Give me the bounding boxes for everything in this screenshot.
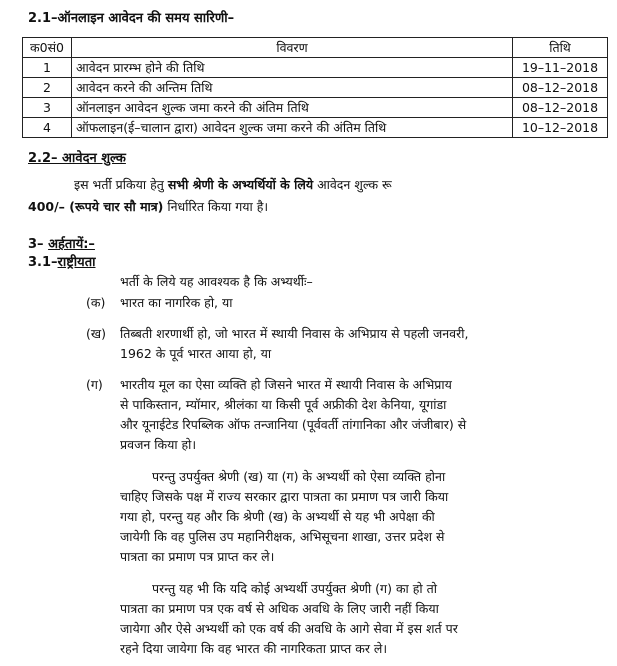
table-row [23,118,608,138]
proviso-1-line-3: गया हो, परन्तु यह और कि श्रेणी (ख) के अभ्यर्थी से यह भी अपेक्षा की [120,509,435,524]
clause-ka-text: भारत का नागरिक हो, या [120,295,233,310]
fee-text-bold: सभी श्रेणी के अभ्यर्थियों के लिये [167,177,314,192]
proviso-1-line-1: परन्तु उपर्युक्त श्रेणी (ख) या (ग) के अभ्यर्थी को ऐसा व्यक्ति होना [152,469,446,484]
schedule-table [22,37,608,138]
clause-kha-label: (ख) [86,326,106,341]
fee-text-post: आवेदन शुल्क रू [313,177,392,192]
row-description: आवेदन प्रारम्भ होने की तिथि [72,58,513,78]
section-3-number: 3– [28,237,49,252]
row-description: आवेदन करने की अन्तिम तिथि [72,78,513,98]
header-description: विवरण [72,38,513,58]
row-date: 10–12–2018 [513,118,608,138]
section-3-title: अर्हतायें:– [48,237,95,252]
table-header-row [23,38,608,58]
section-3-1-title: राष्ट्रीयता [57,255,96,270]
proviso-2-line-3: जायेगा और ऐसे अभ्यर्थी को एक वर्ष की अवधि के आगे सेवा में इस शर्त पर [120,621,458,636]
row-description: ऑनलाइन आवेदन शुल्क जमा करने की अंतिम तिथि [72,98,513,118]
section-3-heading [28,234,95,252]
proviso-1-line-2: चाहिए जिसके पक्ष में राज्य सरकार द्वारा पात्रता का प्रमाण पत्र जारी किया [120,489,449,504]
section-3-1-heading [28,252,96,270]
fee-paragraph-line-1 [74,176,392,194]
header-date: तिथि [513,38,608,58]
table-row [23,78,608,98]
row-date: 08–12–2018 [513,98,608,118]
proviso-2-line-4: रहने दिया जायेगा कि वह भारत की नागरिकता प्राप्त कर ले। [120,641,388,656]
fee-paragraph-line-2 [28,198,268,216]
clause-ga-label: (ग) [86,377,103,392]
row-date: 08–12–2018 [513,78,608,98]
row-serial: 3 [23,98,72,118]
clause-ga-line-4: प्रवजन किया हो। [120,437,197,452]
clause-ga-line-3: और यूनाईटेड रिपब्लिक ऑफ तन्जानिया (पूर्ववर्ती तांगानिका और जंजीबार) से [120,417,467,432]
row-serial: 4 [23,118,72,138]
clause-ka-label: (क) [86,295,106,310]
section-2-2-heading: 2.2– आवेदन शुल्क [28,151,126,166]
fee-text-end: निर्धारित किया गया है। [163,199,269,214]
row-serial: 1 [23,58,72,78]
proviso-1-line-5: पात्रता का प्रमाण पत्र प्राप्त कर ले। [120,549,275,564]
section-3-1-number: 3.1– [28,255,58,270]
row-date: 19–11–2018 [513,58,608,78]
clause-ga-line-2: से पाकिस्तान, म्यॉमार, श्रीलंका या किसी पूर्व अफ्रीकी देश केनिया, यूगांडा [120,397,447,412]
clause-ga-line-1: भारतीय मूल का ऐसा व्यक्ति हो जिसने भारत में स्थायी निवास के अभिप्राय [120,377,452,392]
proviso-2-line-1: परन्तु यह भी कि यदि कोई अभ्यर्थी उपर्युक्त श्रेणी (ग) का हो तो [152,581,437,596]
table-row [23,58,608,78]
row-description: ऑफलाइन(ई–चालान द्वारा) आवेदन शुल्क जमा करने की अंतिम तिथि [72,118,513,138]
table-row [23,98,608,118]
clause-kha-line-1: तिब्बती शरणार्थी हो, जो भारत में स्थायी निवास के अभिप्राय से पहली जनवरी, [120,326,469,341]
proviso-2-line-2: पात्रता का प्रमाण पत्र एक वर्ष से अधिक अवधि के लिए जारी नहीं किया [120,601,439,616]
row-serial: 2 [23,78,72,98]
section-2-1-heading: 2.1–ऑनलाइन आवेदन की समय सारिणी– [28,11,235,26]
nationality-intro: भर्ती के लिये यह आवश्यक है कि अभ्यर्थीः– [120,274,313,289]
header-serial: क0सं0 [23,38,72,58]
fee-amount: 400/– (रूपये चार सौ मात्र) [28,199,164,214]
clause-kha-line-2: 1962 के पूर्व भारत आया हो, या [120,346,272,361]
proviso-1-line-4: जायेगी कि वह पुलिस उप महानिरीक्षक, अभिसूचना शाखा, उत्तर प्रदेश से [120,529,445,544]
fee-text-pre: इस भर्ती प्रकिया हेतु [74,177,168,192]
